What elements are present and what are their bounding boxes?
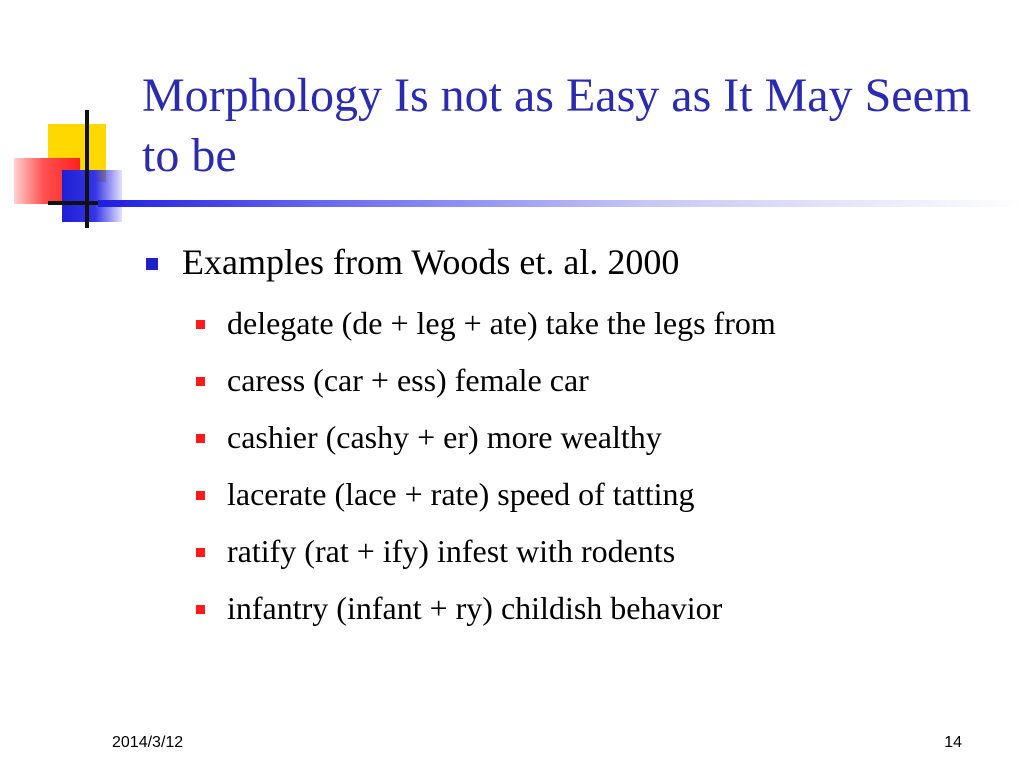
example-text: caress (car + ess) female car	[227, 362, 589, 398]
slide-title: Morphology Is not as Easy as It May Seem to be	[142, 69, 972, 182]
example-text: lacerate (lace + rate) speed of tatting	[227, 476, 695, 512]
square-bullet-icon	[196, 548, 205, 557]
square-bullet-icon	[196, 320, 205, 329]
example-text: infantry (infant + ry) childish behavior	[227, 590, 723, 626]
square-bullet-icon	[196, 605, 205, 614]
square-bullet-icon	[196, 434, 205, 443]
example-text: cashier (cashy + er) more wealthy	[227, 419, 662, 455]
example-text: ratify (rat + ify) infest with rodents	[227, 533, 676, 569]
main-bullet-text: Examples from Woods et. al. 2000	[182, 242, 680, 282]
square-bullet-icon	[146, 258, 158, 270]
square-bullet-icon	[196, 491, 205, 500]
square-bullet-icon	[196, 377, 205, 386]
footer-date: 2014/3/12	[112, 734, 184, 751]
footer-page-number: 14	[944, 734, 962, 751]
example-text: delegate (de + leg + ate) take the legs from	[227, 305, 776, 341]
